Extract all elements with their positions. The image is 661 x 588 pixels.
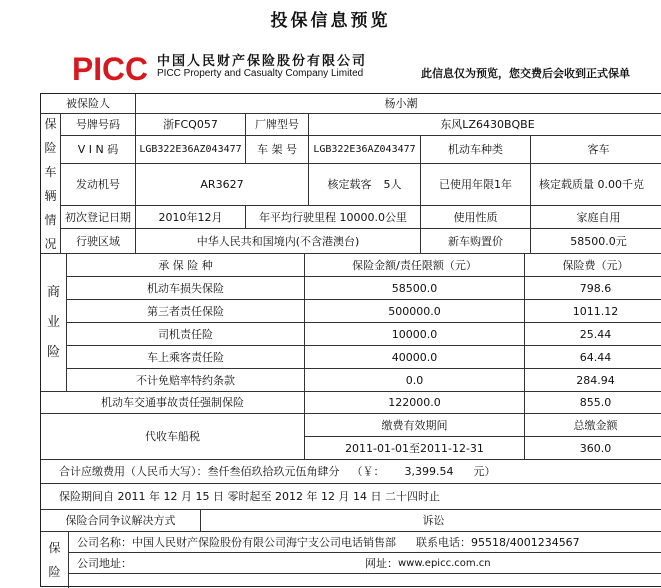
insurer-phone-label: 联系电话： — [416, 535, 471, 549]
vin-value: LGB322E36AZ043477 — [136, 136, 246, 164]
coverage-amount: 10000.0 — [305, 323, 525, 346]
coverage-amount: 58500.0 — [305, 277, 525, 300]
tax-period-value: 2011-01-01至2011-12-31 — [305, 437, 525, 460]
coverage-kind: 不计免赔率特约条款 — [67, 369, 305, 392]
vehicle-type-label: 机动车种类 — [421, 136, 531, 164]
picc-logo — [72, 50, 150, 84]
insurer-name-row — [69, 532, 661, 553]
insurer-website: www.epicc.com.cn — [398, 557, 491, 569]
engine-value: AR3627 — [136, 164, 309, 206]
header-kind: 承 保 险 种 — [67, 254, 305, 277]
period-mid-label: 零时起至 — [227, 490, 272, 503]
frame-label: 车 架 号 — [246, 136, 309, 164]
region-label: 行驶区域 — [61, 229, 136, 254]
preview-notice: 此信息仅为预览，您交费后会收到正式保单 — [421, 67, 630, 80]
years-cell — [421, 164, 531, 206]
header-amount: 保险金额/责任限额（元） — [305, 254, 525, 277]
compulsory-amount: 122000.0 — [305, 392, 525, 414]
usage-value: 家庭自用 — [531, 206, 661, 229]
insured-value: 杨小潮 — [136, 94, 661, 114]
seats-value: 5人 — [383, 178, 402, 191]
compulsory-premium: 855.0 — [525, 392, 661, 414]
policy-form — [40, 93, 661, 587]
total-amount: 3,399.54 — [404, 465, 454, 478]
commercial-section-label: 商业险 — [41, 254, 67, 392]
price-label: 新车购置价 — [421, 229, 531, 254]
dispute-label: 保险合同争议解决方式 — [41, 510, 201, 532]
tax-total-value: 360.0 — [525, 437, 661, 460]
insured-label: 被保险人 — [41, 94, 136, 114]
company-name-cn: 中国人民财产保险股份有限公司 — [157, 54, 368, 69]
total-symbol-label: （￥： — [351, 465, 385, 478]
coverage-premium: 25.44 — [525, 323, 661, 346]
period-year-unit: 年 — [149, 490, 160, 503]
period-month-unit: 月 — [181, 490, 192, 503]
plate-label: 号牌号码 — [61, 114, 136, 136]
period-day-unit: 日 — [370, 490, 382, 503]
insurer-address-label: 公司地址： — [77, 556, 132, 570]
vehicle-type-value: 客车 — [531, 136, 661, 164]
svg-text:PICC: PICC — [72, 51, 148, 84]
period-end-month: 12 — [321, 490, 335, 503]
tax-label: 代收车船税 — [41, 414, 305, 460]
coverage-premium: 64.44 — [525, 346, 661, 369]
tax-total-label: 总缴金额 — [525, 414, 661, 437]
coverage-premium: 798.6 — [525, 277, 661, 300]
coverage-amount: 40000.0 — [305, 346, 525, 369]
company-name-en: PICC Property and Casualty Company Limited — [157, 68, 364, 79]
period-start-label: 保险期间自 — [59, 490, 114, 503]
insurer-address-row — [69, 553, 661, 574]
coverage-premium: 1011.12 — [525, 300, 661, 323]
insurer-section-label: 保险 — [41, 532, 69, 588]
region-value: 中华人民共和国境内(不含港澳台) — [136, 229, 421, 254]
reg-date-label: 初次登记日期 — [61, 206, 136, 229]
coverage-kind: 司机责任险 — [67, 323, 305, 346]
period-end-label: 二十四时止 — [385, 490, 440, 503]
insurer-website-label: 网址： — [365, 556, 398, 570]
mass-value: 核定载质量 0.00千克 — [531, 164, 661, 206]
tax-period-label: 缴费有效期间 — [305, 414, 525, 437]
frame-value: LGB322E36AZ043477 — [309, 136, 421, 164]
coverage-premium: 284.94 — [525, 369, 661, 392]
reg-date-value: 2010年12月 — [136, 206, 246, 229]
vin-label: V I N 码 — [61, 136, 136, 164]
period-start-month: 12 — [163, 490, 178, 503]
model-value: 东风LZ6430BQBE — [309, 114, 661, 136]
seats-cell — [309, 164, 421, 206]
usage-label: 使用性质 — [421, 206, 531, 229]
total-row — [41, 460, 661, 484]
price-value: 58500.0元 — [531, 229, 661, 254]
compulsory-label: 机动车交通事故责任强制保险 — [41, 392, 305, 414]
period-start-day: 15 — [195, 490, 210, 503]
period-end-day: 14 — [353, 490, 367, 503]
header-premium: 保险费（元） — [525, 254, 661, 277]
model-label: 厂牌型号 — [246, 114, 309, 136]
seats-label: 核定载客 — [327, 178, 372, 191]
mileage-cell — [246, 206, 421, 229]
page-title: 投保信息预览 — [270, 11, 391, 31]
insurer-phone: 95518/4001234567 — [471, 535, 580, 549]
years-value: 1年 — [494, 178, 512, 191]
total-label: 合计应缴费用（人民币大写）： — [59, 465, 208, 478]
insurer-name-label: 公司名称： — [77, 535, 132, 549]
years-label: 已使用年限 — [439, 178, 494, 191]
coverage-kind: 机动车损失保险 — [67, 277, 305, 300]
total-amount-cn: 叁仟叁佰玖拾玖元伍角肆分 — [207, 465, 340, 478]
total-unit: 元） — [473, 465, 496, 478]
insurance-period-row — [41, 484, 661, 510]
period-end-year: 2012 — [275, 490, 303, 503]
plate-value: 浙FCQ057 — [136, 114, 246, 136]
vehicle-section-label: 保险车辆情况 — [41, 114, 61, 254]
mileage-label: 年平均行驶里程 — [259, 210, 336, 224]
period-year-unit: 年 — [306, 490, 318, 503]
period-day-unit: 日 — [213, 490, 224, 503]
mileage-value: 10000.0公里 — [339, 210, 407, 224]
coverage-amount: 500000.0 — [305, 300, 525, 323]
coverage-kind: 第三者责任保险 — [67, 300, 305, 323]
coverage-amount: 0.0 — [305, 369, 525, 392]
dispute-value: 诉讼 — [201, 510, 661, 532]
period-month-unit: 月 — [338, 490, 350, 503]
engine-label: 发动机号 — [61, 164, 136, 206]
insurer-name: 中国人民财产保险股份有限公司海宁支公司电话销售部 — [132, 535, 396, 549]
period-start-year: 2011 — [117, 490, 146, 503]
coverage-kind: 车上乘客责任险 — [67, 346, 305, 369]
